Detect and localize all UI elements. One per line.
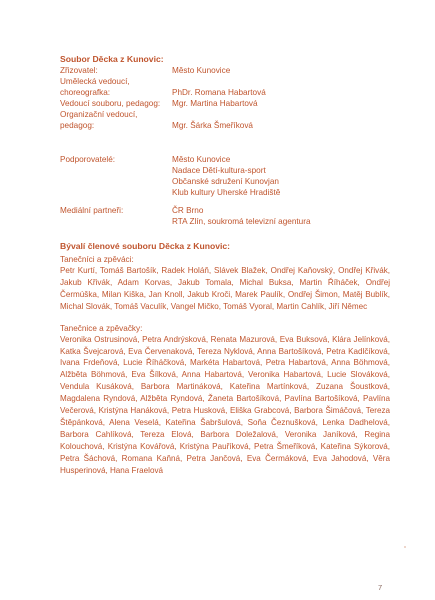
media-label: Mediální partneři: xyxy=(60,206,124,215)
info-value: Mgr. Šárka Šmeříková xyxy=(172,121,253,130)
supporter-item: Nadace Dětí-kultura-sport xyxy=(172,166,266,175)
info-label: Vedoucí souboru, pedagog: xyxy=(60,99,161,108)
info-label: Umělecká vedoucí, xyxy=(60,77,130,86)
info-label: pedagog: xyxy=(60,121,95,130)
supporter-item: Občanské sdružení Kunovjan xyxy=(172,177,279,186)
supporters-section xyxy=(60,154,390,198)
former-members-section xyxy=(60,241,390,477)
media-partner-item: ČR Brno xyxy=(172,206,204,215)
dancers-label: Tanečníci a zpěváci: xyxy=(60,255,134,264)
info-row xyxy=(60,87,390,98)
page-number: 7 xyxy=(378,583,383,592)
info-row xyxy=(60,120,390,131)
info-row xyxy=(60,65,390,76)
decorative-dot xyxy=(404,546,406,548)
media-partner-item: RTA Zlín, soukromá televizní agentura xyxy=(172,217,311,226)
supporters-label: Podporovatelé: xyxy=(60,155,116,164)
ensemble-info-section xyxy=(60,54,390,131)
ensemble-heading: Soubor Děcka z Kunovic: xyxy=(60,54,164,64)
info-value: Město Kunovice xyxy=(172,66,231,75)
info-row xyxy=(60,76,390,87)
info-value: Mgr. Martina Habartová xyxy=(172,99,258,108)
info-label: Organizační vedoucí, xyxy=(60,110,138,119)
female-dancers-list: Veronika Ostrusinová, Petra Andrýsková, Renata Mazurová, Eva Buksová, Klára Jelínková, Katka Švejcarová, Eva Červenaková, Tereza Nyklová, Anna Bartošíková, Petra Kadlčíková, Ivana Frdeňová, Lucie Říháčková, Markéta Habartová, Petra Habartová, Anna Böhmová, Alžběta Böhmová, Eva Šílková, Anna Habartová, Veronika Habartová, Lucie Slováková, Vendula Kusáková, Barbora Martináková, Kateřina Martínková, Zuzana Šoustková, Magdalena Ryndová, Alžběta Ryndová, Žaneta Bartošíková, Pavlína Bartošíková, Pavlína Večerová, Kristýna Hanáková, Petra Husková, Eliška Grabcová, Barbora Šimáčová, Tereza Štěpánková, Alena Veselá, Kateřina Šabršulová, Soňa Čeznušková, Lenka Dadhelová, Barbora Cahlíková, Tereza Elová, Barbora Doležalová, Veronika Janíková, Regina Kolouchová, Kristýna Kovářová, Kristýna Pauříková, Petra Šmeříková, Kateřina Sýkorová, Petra Šáchová, Romana Kaňná, Petra Jančová, Eva Čermáková, Eva Jahodová, Věra Husperinová, Hana Fraelová xyxy=(60,334,390,475)
info-value: PhDr. Romana Habartová xyxy=(172,88,266,97)
dancers-list: Petr Kurtí, Tomáš Bartošík, Radek Holáň, Slávek Blažek, Ondřej Kaňovský, Ondřej Křivák, Jakub Křivák, Adam Korvas, Jakub Tomala, Michal Buksa, Martin Říháček, Ondřej Čermúška, Milan Kiška, Jan Knoll, Jakub Kroči, Marek Paulík, Ondřej Šimon, Matěj Bublík, Michal Slovák, Tomáš Vaculík, Vangel Mičko, Tomáš Vyoral, Martin Cahlík, Jiří Němec xyxy=(60,266,390,311)
info-row xyxy=(60,109,390,120)
supporter-item: Město Kunovice xyxy=(172,155,231,164)
female-dancers-label: Tanečnice a zpěvačky: xyxy=(60,323,143,333)
info-row xyxy=(60,98,390,109)
supporter-item: Klub kultury Uherské Hradiště xyxy=(172,188,281,197)
info-label: Zřizovatel: xyxy=(60,66,98,75)
former-members-heading: Bývalí členové souboru Děcka z Kunovic: xyxy=(60,241,231,251)
info-label: choreografka: xyxy=(60,88,111,97)
media-partners-section xyxy=(60,205,390,227)
